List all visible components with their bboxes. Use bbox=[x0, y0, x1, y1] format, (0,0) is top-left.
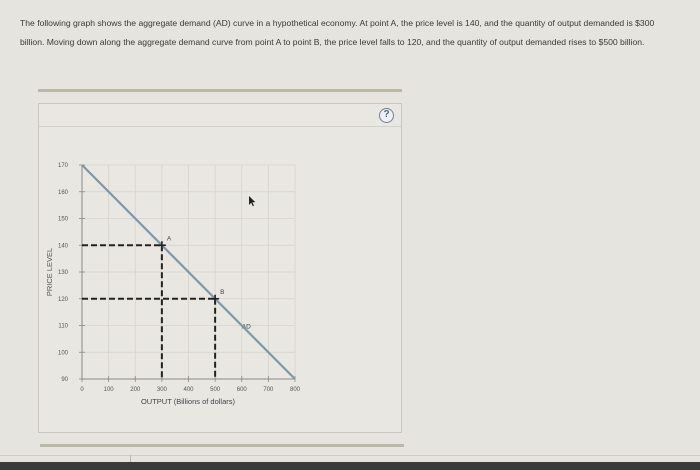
x-tick-label: 200 bbox=[130, 387, 141, 393]
y-tick-label: 130 bbox=[57, 270, 68, 276]
x-tick-label: 100 bbox=[103, 387, 114, 393]
mouse-cursor-icon bbox=[249, 196, 255, 206]
y-tick-label: 100 bbox=[57, 350, 68, 357]
bottom-divider bbox=[40, 444, 404, 447]
x-axis-label: OUTPUT (Billions of dollars) bbox=[140, 397, 236, 406]
y-tick-label: 140 bbox=[57, 243, 68, 250]
x-tick-label: 0 bbox=[80, 387, 84, 393]
point-guide-lines bbox=[82, 245, 215, 379]
y-tick-label: 90 bbox=[61, 377, 68, 383]
footer-border bbox=[0, 455, 700, 456]
y-axis-label: PRICE LEVEL bbox=[45, 247, 54, 297]
x-tick-label: 600 bbox=[236, 387, 247, 393]
x-tick-label: 500 bbox=[210, 387, 221, 393]
axis-tick-labels bbox=[58, 163, 301, 393]
y-tick-label: 170 bbox=[57, 163, 68, 169]
annotation-ad: AD bbox=[241, 323, 251, 331]
y-tick-label: 160 bbox=[57, 189, 68, 196]
annotation-a: A bbox=[166, 235, 172, 243]
x-tick-label: 800 bbox=[289, 387, 301, 393]
x-tick-label: 400 bbox=[183, 387, 194, 393]
y-tick-label: 110 bbox=[58, 323, 68, 330]
question-intro-text: The following graph shows the aggregate demand (AD) curve in a hypothetical economy. At point A, the price level is 140, and the quantity of output demanded is $300 billion. Moving down along the aggregate demand curve from point A to point B, the price level falls to 120, and the quantity of output demanded rises to $500 billion. bbox=[20, 18, 655, 47]
help-question-icon[interactable]: ? bbox=[379, 108, 394, 123]
y-tick-label: 120 bbox=[57, 296, 68, 303]
y-tick-label: 150 bbox=[57, 216, 68, 223]
annotation-b: B bbox=[220, 288, 225, 296]
x-tick-label: 700 bbox=[263, 387, 274, 393]
chart-axes bbox=[79, 165, 295, 382]
x-tick-label: 300 bbox=[156, 387, 167, 393]
footer-bar bbox=[0, 462, 700, 470]
